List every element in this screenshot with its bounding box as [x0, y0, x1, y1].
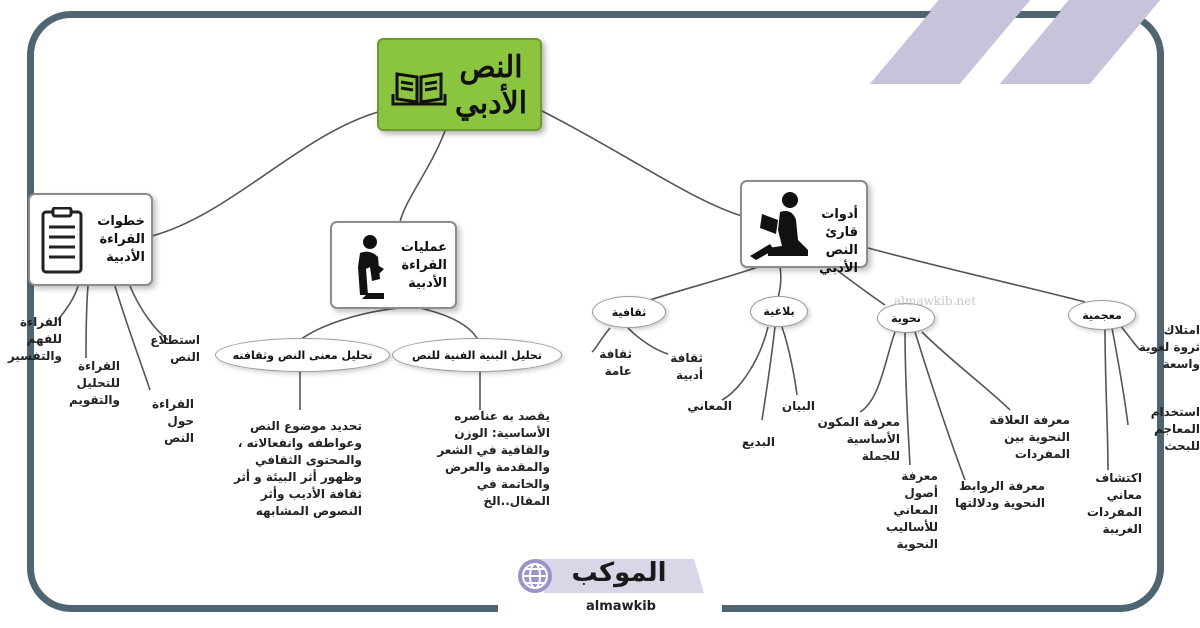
- processes-title: عمليات القراءة الأدبية: [400, 240, 447, 291]
- tool-item-maani: المعاني: [687, 399, 732, 413]
- processes-node: [330, 221, 457, 309]
- tool-grammatical-oval: نحوية: [877, 303, 935, 333]
- tool-item-strange-words: اكتشاف معاني المفردات الغريبة: [1086, 471, 1142, 536]
- process-structure-oval: تحليل البنية الفنية للنص: [392, 338, 562, 372]
- brand-logo: [514, 553, 710, 623]
- open-book-icon: [391, 68, 447, 106]
- tool-item-bayan: البيان: [781, 399, 815, 413]
- tools-node: [740, 180, 868, 276]
- tool-rhetorical-oval: بلاغية: [750, 296, 808, 327]
- watermark: almawkib.net: [894, 294, 977, 308]
- process-structure-detail: يقصد به عناصره الأساسية: الوزن والقافية في الشعر والمقدمة والعرض والخاتمة في المقال..الخ: [437, 409, 550, 508]
- tool-item-literary-culture: ثقافة أدبية: [670, 351, 703, 382]
- logo-brand-text: الموكب: [571, 558, 667, 588]
- tool-item-badi: البديع: [741, 435, 775, 449]
- tool-lexical-oval: معجمية: [1068, 300, 1136, 330]
- steps-title: خطوات القراءة الأدبية: [97, 214, 145, 265]
- steps-child-survey: استطلاع النص: [150, 333, 200, 364]
- tool-item-grammatical-links: معرفة الروابط النحوية ودلالتها: [954, 479, 1045, 510]
- tool-item-general-culture: ثقافة عامة: [599, 347, 632, 378]
- logo-sub-text: almawkib: [586, 599, 656, 614]
- tool-item-grammatical-relations: معرفة العلاقة النحوية بين المفردات: [989, 413, 1070, 461]
- steps-child-understanding: القراءة للفهم والتفسير: [7, 315, 62, 363]
- globe-icon: [516, 557, 554, 595]
- process-meaning-detail: تحديد موضوع النص وعواطفه وانفعالاته ، والمحتوى الثقافي وظهور أثر البيئة و أثر ثقافة الأديب وأثر النصوص المشابهه: [233, 419, 362, 518]
- tool-item-meaning-origins: معرفة أصول المعاني للأساليب النحوية: [885, 469, 938, 551]
- root-title: النص الأدبي: [454, 50, 528, 121]
- tool-item-vocabulary-wealth: امتلاك ثروة لغوية واسعة: [1138, 323, 1200, 371]
- root-node: [377, 38, 542, 131]
- tool-item-sentence-components: معرفة المكون الأساسية للجملة: [817, 415, 900, 463]
- process-meaning-oval: تحليل معنى النص وثقافته: [215, 338, 390, 372]
- reading-person-icon: [346, 233, 390, 301]
- tools-title: أدوات قارئ النص الأدبي: [819, 207, 858, 276]
- tool-item-dictionary-use: استخدام المعاجم للبحث: [1150, 405, 1200, 453]
- tool-cultural-oval: ثقافية: [592, 296, 666, 328]
- steps-child-analysis: القراءة للتحليل والتقويم: [68, 359, 120, 407]
- clipboard-checklist-icon: [40, 207, 84, 275]
- steps-child-around: القراءة حول النص: [151, 397, 194, 445]
- steps-node: [28, 193, 153, 286]
